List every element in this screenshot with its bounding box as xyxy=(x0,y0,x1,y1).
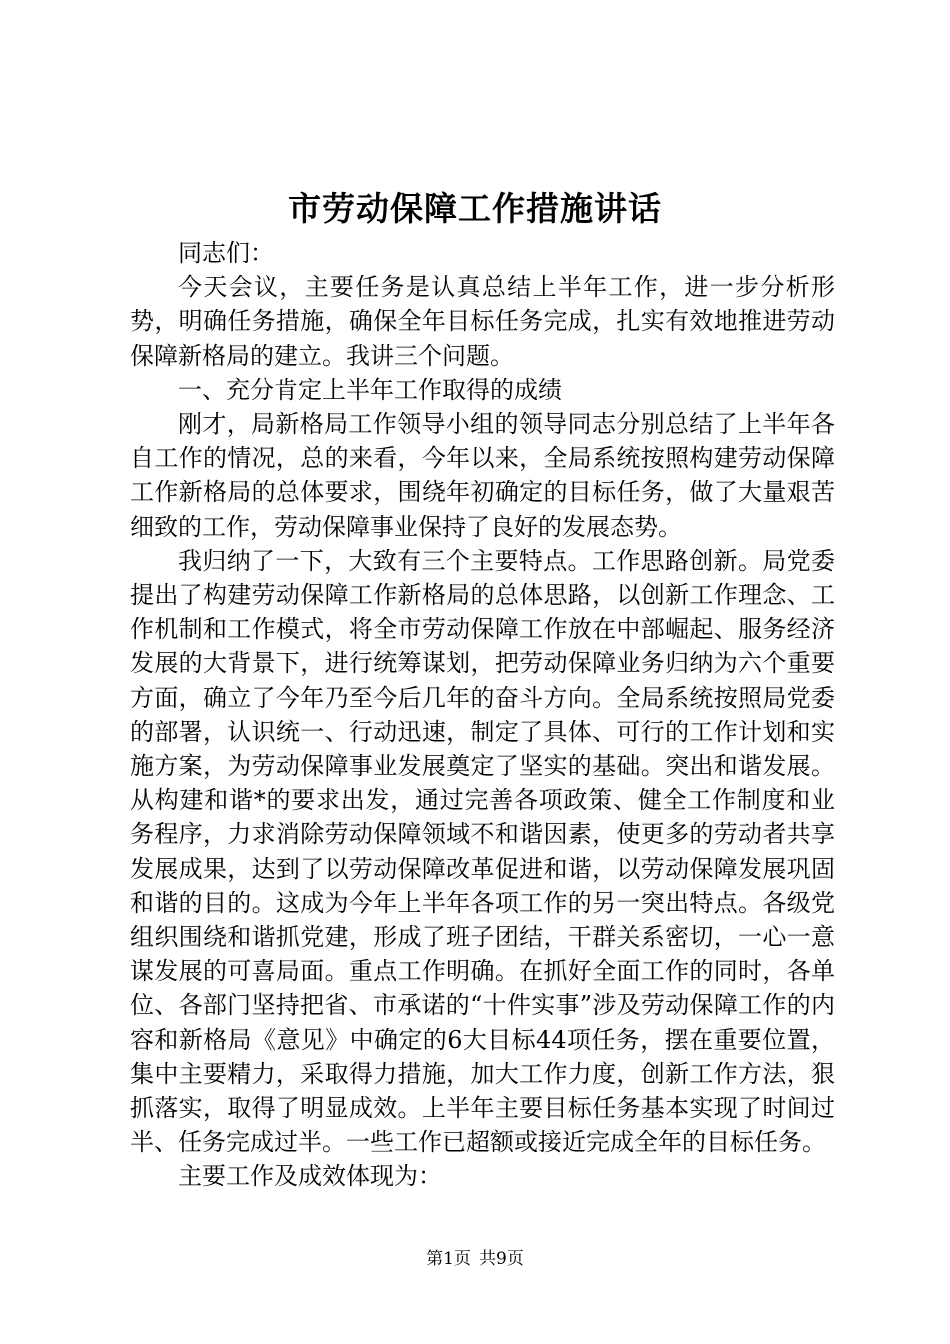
section-heading: 一、充分肯定上半年工作取得的成绩 xyxy=(178,375,562,404)
body-paragraph: 刚才，局新格局工作领导小组的领导同志分别总结了上半年各自工作的情况，总的来看，今年以来，全局系统按照构建劳动保障工作新格局的总体要求，围绕年初确定的目标任务，做了大量艰苦细致的工作，劳动保障事业保持了良好的发展态势。 xyxy=(130,410,835,541)
document-title: 市劳动保障工作措施讲话 xyxy=(288,189,662,228)
intro-paragraph: 今天会议，主要任务是认真总结上半年工作，进一步分析形势，明确任务措施，确保全年目标任务完成，扎实有效地推进劳动保障新格局的建立。我讲三个问题。 xyxy=(130,273,835,370)
page-footer xyxy=(0,1244,950,1269)
salutation-paragraph: 同志们： xyxy=(178,239,274,267)
page-total: 共9页 xyxy=(479,1249,524,1269)
body-paragraph: 我归纳了一下，大致有三个主要特点。工作思路创新。局党委提出了构建劳动保障工作新格局的总体思路，以创新工作理念、工作机制和工作模式，将全市劳动保障工作放在中部崛起、服务经济发展的大背景下，进行统筹谋划，把劳动保障业务归纳为六个重要方面，确立了今年乃至今后几年的奋斗方向。全局系统按照局党委的部署，认识统一、行动迅速，制定了具体、可行的工作计划和实施方案，为劳动保障事业发展奠定了坚实的基础。突出和谐发展。从构建和谐*的要求出发，通过完善各项政策、健全工作制度和业务程序，力求消除劳动保障领域不和谐因素，使更多的劳动者共享发展成果，达到了以劳动保障改革促进和谐，以劳动保障发展巩固和谐的目的。这成为今年上半年各项工作的另一突出特点。各级党组织围绕和谐抓党建，形成了班子团结，干群关系密切，一心一意谋发展的可喜局面。重点工作明确。在抓好全面工作的同时，各单位、各部门坚持把省、市承诺的“十件实事”涉及劳动保障工作的内容和新格局《意见》中确定的6大目标44项任务，摆在重要位置，集中主要精力，采取得力措施，加大工作力度，创新工作方法，狠抓落实，取得了明显成效。上半年主要目标任务基本实现了时间过半、任务完成过半。一些工作已超额或接近完成全年的目标任务。 xyxy=(130,546,835,1157)
body-paragraph: 主要工作及成效体现为： xyxy=(178,1162,442,1191)
document-body xyxy=(130,236,835,1194)
page-number: 第1页 xyxy=(426,1249,471,1269)
